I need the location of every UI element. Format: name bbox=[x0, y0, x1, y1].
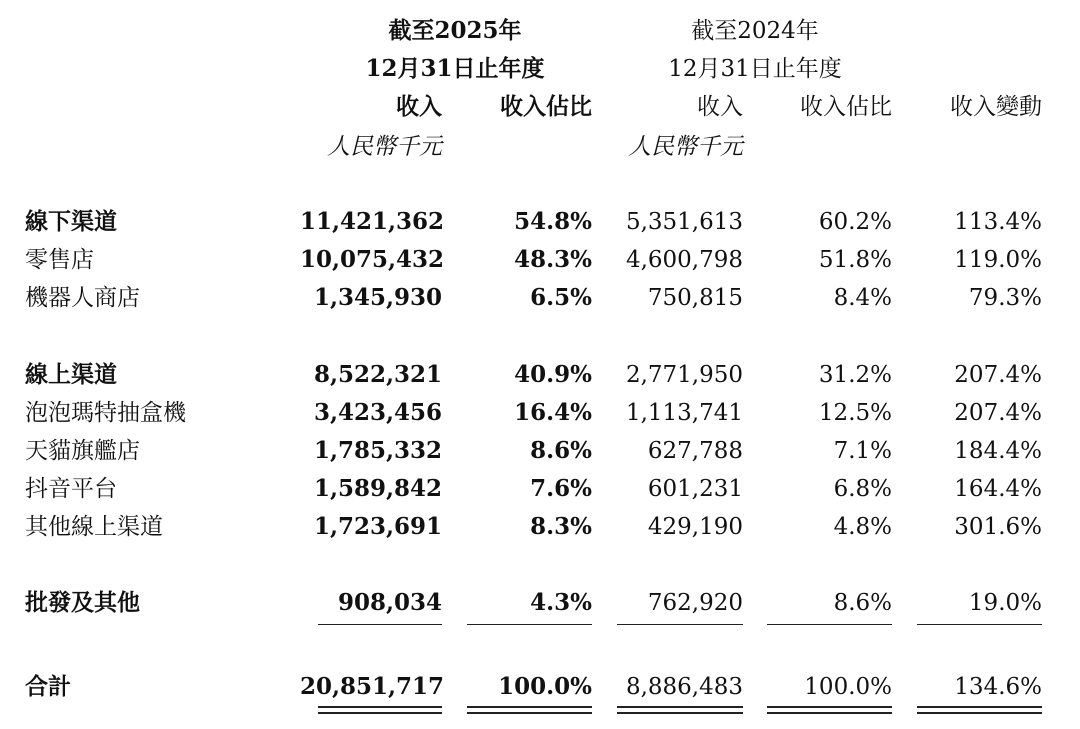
revenue-2025: 1,785,332 bbox=[313, 437, 442, 464]
table-row-offline-channels bbox=[0, 205, 1080, 239]
revenue-2025: 8,522,321 bbox=[313, 361, 442, 388]
share-2025: 8.3% bbox=[530, 513, 592, 540]
header-revenue-2025: 收入 bbox=[396, 93, 442, 120]
total-double-rule bbox=[917, 706, 1042, 714]
header-share-2024: 收入佔比 bbox=[800, 94, 892, 120]
revenue-2025: 1,723,691 bbox=[313, 513, 442, 540]
revenue-2025: 20,851,717 bbox=[300, 673, 445, 700]
revenue-2024: 762,920 bbox=[647, 590, 743, 616]
row-label: 批發及其他 bbox=[25, 589, 140, 616]
header-revenue-2024: 收入 bbox=[697, 94, 743, 120]
revenue-2025: 908,034 bbox=[337, 589, 442, 616]
table-row-other-online bbox=[0, 510, 1080, 544]
total-double-rule bbox=[467, 706, 592, 714]
revenue-2024: 627,788 bbox=[647, 438, 743, 464]
total-double-rule bbox=[767, 706, 892, 714]
table-row-robot-shops bbox=[0, 281, 1080, 315]
revenue-2025: 1,345,930 bbox=[313, 284, 442, 311]
header-period-2025-line1: 截至2025年 bbox=[388, 17, 522, 44]
row-label: 線下渠道 bbox=[25, 208, 117, 235]
revenue-change: 164.4% bbox=[954, 476, 1042, 502]
row-label: 泡泡瑪特抽盒機 bbox=[25, 400, 186, 426]
row-label: 合計 bbox=[25, 673, 71, 700]
share-2025: 4.3% bbox=[530, 589, 592, 616]
revenue-change: 207.4% bbox=[954, 362, 1042, 388]
row-label: 抖音平台 bbox=[25, 476, 117, 502]
share-2025: 100.0% bbox=[498, 673, 592, 700]
revenue-2024: 2,771,950 bbox=[625, 362, 743, 388]
table-row-retail-stores bbox=[0, 243, 1080, 277]
share-2025: 7.6% bbox=[530, 475, 592, 502]
revenue-change: 184.4% bbox=[954, 438, 1042, 464]
revenue-change: 19.0% bbox=[968, 590, 1042, 616]
table-row-online-channels bbox=[0, 358, 1080, 392]
revenue-2024: 5,351,613 bbox=[625, 209, 743, 235]
row-label: 零售店 bbox=[25, 247, 94, 273]
revenue-2024: 429,190 bbox=[647, 514, 743, 540]
header-period-2024-line2: 12月31日止年度 bbox=[668, 56, 842, 82]
revenue-2025: 1,589,842 bbox=[313, 475, 442, 502]
revenue-2024: 1,113,741 bbox=[625, 400, 743, 426]
subtotal-rule bbox=[467, 624, 592, 625]
share-2024: 6.8% bbox=[833, 476, 892, 502]
row-label: 其他線上渠道 bbox=[25, 514, 163, 540]
share-2024: 12.5% bbox=[818, 400, 892, 426]
revenue-2024: 601,231 bbox=[647, 476, 743, 502]
subtotal-rule bbox=[617, 624, 743, 625]
header-unit-2024: 人民幣千元 bbox=[628, 134, 743, 160]
table-row-tmall-flagship bbox=[0, 434, 1080, 468]
revenue-change: 79.3% bbox=[968, 285, 1042, 311]
total-double-rule bbox=[318, 706, 442, 714]
revenue-change: 207.4% bbox=[954, 400, 1042, 426]
table-row-wholesale-others bbox=[0, 586, 1080, 620]
header-share-2025: 收入佔比 bbox=[500, 93, 592, 120]
table-row-total bbox=[0, 670, 1080, 704]
header-period-2025-line2: 12月31日止年度 bbox=[365, 55, 545, 82]
row-label: 機器人商店 bbox=[25, 285, 140, 311]
table-row-douyin-platform bbox=[0, 472, 1080, 506]
share-2024: 51.8% bbox=[818, 247, 892, 273]
share-2025: 16.4% bbox=[514, 399, 592, 426]
revenue-2025: 10,075,432 bbox=[300, 246, 445, 273]
revenue-change: 113.4% bbox=[954, 209, 1042, 235]
row-label: 天貓旗艦店 bbox=[25, 438, 140, 464]
share-2025: 6.5% bbox=[530, 284, 592, 311]
revenue-2024: 4,600,798 bbox=[625, 247, 743, 273]
share-2024: 4.8% bbox=[833, 514, 892, 540]
revenue-change: 301.6% bbox=[954, 514, 1042, 540]
revenue-2025: 11,421,362 bbox=[300, 208, 445, 235]
subtotal-rule bbox=[318, 624, 442, 625]
share-2025: 54.8% bbox=[514, 208, 592, 235]
share-2024: 100.0% bbox=[804, 674, 892, 700]
revenue-change: 134.6% bbox=[954, 674, 1042, 700]
header-period-2024-line1: 截至2024年 bbox=[691, 18, 819, 44]
header-unit-2025: 人民幣千元 bbox=[327, 134, 442, 160]
share-2024: 8.6% bbox=[833, 590, 892, 616]
share-2025: 8.6% bbox=[530, 437, 592, 464]
share-2024: 7.1% bbox=[833, 438, 892, 464]
share-2025: 40.9% bbox=[514, 361, 592, 388]
revenue-2025: 3,423,456 bbox=[313, 399, 442, 426]
subtotal-rule bbox=[917, 624, 1042, 625]
share-2025: 48.3% bbox=[514, 246, 592, 273]
total-double-rule bbox=[617, 706, 743, 714]
revenue-change: 119.0% bbox=[954, 247, 1042, 273]
revenue-2024: 750,815 bbox=[647, 285, 743, 311]
subtotal-rule bbox=[767, 624, 892, 625]
revenue-2024: 8,886,483 bbox=[625, 674, 743, 700]
header-revenue-change: 收入變動 bbox=[950, 94, 1042, 120]
table-row-blind-box-machines bbox=[0, 396, 1080, 430]
share-2024: 31.2% bbox=[818, 362, 892, 388]
share-2024: 8.4% bbox=[833, 285, 892, 311]
share-2024: 60.2% bbox=[818, 209, 892, 235]
row-label: 線上渠道 bbox=[25, 361, 117, 388]
